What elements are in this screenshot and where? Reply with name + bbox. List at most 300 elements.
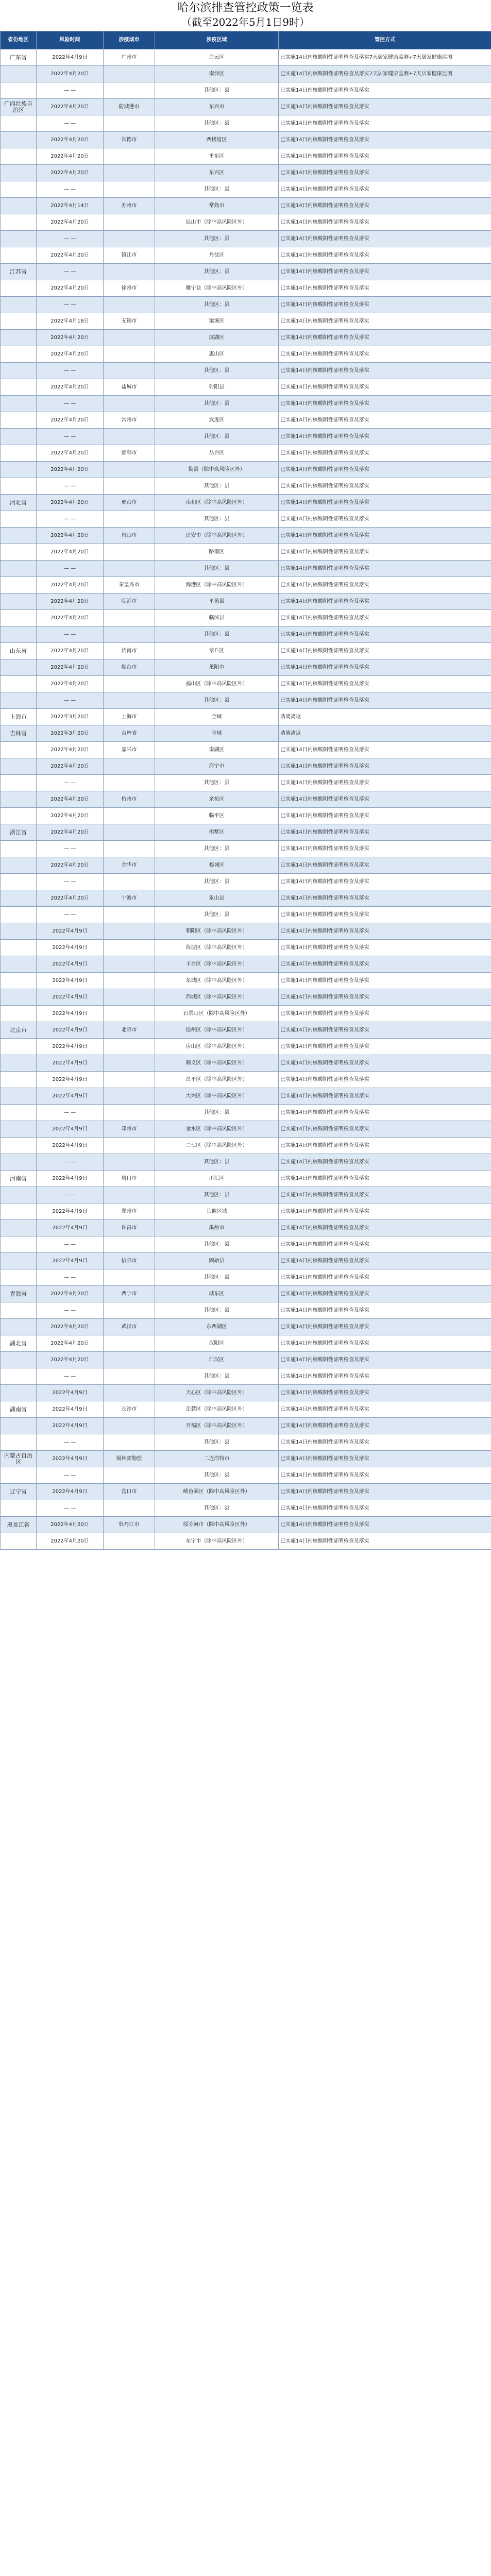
table-row <box>1 181 491 198</box>
cell-policy: 已实施14日内核酸阴性证明检查及落实 <box>279 1335 491 1352</box>
cell-province <box>1 989 37 1006</box>
cell-area: 东城区（除中高风险区外） <box>155 973 279 989</box>
cell-time: 2022年4月9日 <box>37 973 104 989</box>
table-row <box>1 1467 491 1484</box>
cell-time: — — <box>37 1302 104 1319</box>
cell-time: 2022年4月9日 <box>37 1171 104 1187</box>
cell-policy: 已实施14日内核酸阴性证明检查及落实 <box>279 1055 491 1072</box>
cell-policy: 劝离离返 <box>279 709 491 725</box>
cell-time: 2022年4月9日 <box>37 1055 104 1072</box>
cell-area: 其他区：县 <box>155 1236 279 1253</box>
cell-policy: 已实施14日内核酸阴性证明检查及落实7天居家健康监测+7天居家健康监测 <box>279 66 491 82</box>
cell-city <box>104 297 155 313</box>
cell-area: 临沭县 <box>155 610 279 626</box>
table-row <box>1 725 491 742</box>
table-row <box>1 989 491 1006</box>
cell-policy: 已实施14日内核酸阴性证明检查及落实 <box>279 758 491 775</box>
cell-province: 黑龙江省 <box>1 1517 37 1533</box>
cell-province: 河南省 <box>1 1171 37 1187</box>
cell-area: 昌平区（除中高风险区外） <box>155 1072 279 1088</box>
cell-time: — — <box>37 1467 104 1484</box>
table-row <box>1 1418 491 1434</box>
cell-policy: 已实施14日内核酸阴性证明检查及落实 <box>279 775 491 791</box>
cell-city <box>104 973 155 989</box>
cell-time: 2022年4月20日 <box>37 247 104 264</box>
cell-province: 湖南省 <box>1 1401 37 1418</box>
cell-time: 2022年4月9日 <box>37 1072 104 1088</box>
cell-province <box>1 1302 37 1319</box>
cell-area: 全域 <box>155 709 279 725</box>
cell-city <box>104 396 155 412</box>
table-row <box>1 1253 491 1269</box>
cell-policy: 已实施14日内核酸阴性证明检查及落实 <box>279 1022 491 1039</box>
cell-time: 2022年4月9日 <box>37 1418 104 1434</box>
cell-area: 其他区：县 <box>155 1302 279 1319</box>
cell-city <box>104 231 155 247</box>
cell-policy: 已实施14日内核酸阴性证明检查及落实 <box>279 1236 491 1253</box>
cell-area: 常熟市 <box>155 198 279 214</box>
cell-area: 通州区（除中高风险区外） <box>155 1022 279 1039</box>
table-row <box>1 808 491 824</box>
cell-province <box>1 1121 37 1138</box>
table-row <box>1 330 491 346</box>
table-row <box>1 1451 491 1467</box>
cell-city: 唐山市 <box>104 528 155 544</box>
cell-city: 镇江市 <box>104 247 155 264</box>
cell-policy: 已实施14日内核酸阴性证明检查及落实 <box>279 528 491 544</box>
cell-province <box>1 1319 37 1335</box>
cell-policy: 已实施14日内核酸阴性证明检查及落实 <box>279 445 491 462</box>
table-row <box>1 676 491 692</box>
cell-area: 魏县（除中高风险区外） <box>155 462 279 478</box>
table-row <box>1 1055 491 1072</box>
cell-time: 2022年4月20日 <box>37 148 104 165</box>
table-row <box>1 511 491 528</box>
header <box>0 0 491 31</box>
cell-policy: 已实施14日内核酸阴性证明检查及落实 <box>279 791 491 808</box>
cell-time: 2022年4月20日 <box>37 1517 104 1533</box>
cell-area: 海宁市 <box>155 758 279 775</box>
cell-area: 迁安市（除中高风险区外） <box>155 528 279 544</box>
cell-city <box>104 429 155 445</box>
cell-province <box>1 1039 37 1055</box>
cell-city: 郑州市 <box>104 1121 155 1138</box>
cell-province <box>1 412 37 429</box>
cell-time: 2022年4月9日 <box>37 1138 104 1154</box>
table-row <box>1 1269 491 1286</box>
cell-city: 信阳市 <box>104 1253 155 1269</box>
cell-area: 平邑县 <box>155 594 279 610</box>
cell-policy: 已实施14日内核酸阴性证明检查及落实 <box>279 1072 491 1088</box>
cell-time: 2022年4月9日 <box>37 1451 104 1467</box>
cell-time: 2022年3月20日 <box>37 725 104 742</box>
cell-policy: 已实施14日内核酸阴性证明检查及落实 <box>279 1187 491 1204</box>
table-row <box>1 923 491 940</box>
cell-time: 2022年4月20日 <box>37 445 104 462</box>
cell-city: 武汉市 <box>104 1319 155 1335</box>
cell-policy: 已实施14日内核酸阴性证明检查及落实 <box>279 1401 491 1418</box>
cell-city: 徐州市 <box>104 280 155 297</box>
cell-province <box>1 1072 37 1088</box>
cell-policy: 已实施14日内核酸阴性证明检查及落实 <box>279 330 491 346</box>
cell-time: — — <box>37 478 104 495</box>
cell-province <box>1 445 37 462</box>
table-row <box>1 544 491 561</box>
cell-policy: 已实施14日内核酸阴性证明检查及落实 <box>279 1484 491 1500</box>
cell-policy: 已实施14日内核酸阴性证明检查及落实 <box>279 214 491 231</box>
cell-policy: 已实施14日内核酸阴性证明检查及落实 <box>279 1171 491 1187</box>
cell-time: 2022年4月20日 <box>37 99 104 115</box>
table-row <box>1 874 491 890</box>
cell-time: — — <box>37 626 104 643</box>
cell-province <box>1 1088 37 1105</box>
cell-city <box>104 610 155 626</box>
cell-province <box>1 626 37 643</box>
cell-policy: 已实施14日内核酸阴性证明检查及落实 <box>279 313 491 330</box>
cell-area: 顺义区（除中高风险区外） <box>155 1055 279 1072</box>
table-row <box>1 1154 491 1171</box>
cell-time: 2022年4月9日 <box>37 1484 104 1500</box>
cell-province <box>1 907 37 923</box>
cell-area: 象山县 <box>155 890 279 907</box>
table-row <box>1 429 491 445</box>
cell-area: 婺城区 <box>155 857 279 874</box>
cell-area: 昆山市（除中高风险区外） <box>155 214 279 231</box>
cell-city: 秦皇岛市 <box>104 577 155 594</box>
cell-area: 鲅鱼圈区（除中高风险区外） <box>155 1484 279 1500</box>
cell-province: 上海市 <box>1 709 37 725</box>
cell-city: 临沂市 <box>104 594 155 610</box>
cell-province: 山东省 <box>1 643 37 659</box>
table-row <box>1 1105 491 1121</box>
cell-city: 郑州市 <box>104 1204 155 1220</box>
table-header-row <box>1 31 491 49</box>
cell-policy: 已实施14日内核酸阴性证明检查及落实 <box>279 923 491 940</box>
table-row <box>1 363 491 379</box>
cell-policy: 已实施14日内核酸阴性证明检查及落实 <box>279 1286 491 1302</box>
cell-province <box>1 132 37 148</box>
cell-area: 东兴市 <box>155 99 279 115</box>
cell-policy: 劝离离返 <box>279 725 491 742</box>
cell-time: 2022年4月9日 <box>37 1385 104 1401</box>
cell-area: 拱墅区 <box>155 824 279 841</box>
cell-province <box>1 1220 37 1236</box>
table-row <box>1 973 491 989</box>
cell-province <box>1 346 37 363</box>
cell-area: 其他区域 <box>155 1204 279 1220</box>
cell-policy: 已实施14日内核酸阴性证明检查及落实 <box>279 1039 491 1055</box>
cell-area: 朝阳区（除中高风险区外） <box>155 923 279 940</box>
cell-province <box>1 1236 37 1253</box>
table-row <box>1 49 491 66</box>
cell-time: — — <box>37 841 104 857</box>
table-row <box>1 1434 491 1451</box>
cell-area: 射阳县 <box>155 379 279 396</box>
cell-policy: 已实施14日内核酸阴性证明检查及落实 <box>279 1302 491 1319</box>
cell-policy: 已实施14日内核酸阴性证明检查及落实 <box>279 1368 491 1385</box>
cell-province: 河北省 <box>1 495 37 511</box>
table-row <box>1 462 491 478</box>
cell-city: 长沙市 <box>104 1401 155 1418</box>
cell-time: 2022年4月20日 <box>37 643 104 659</box>
cell-area: 其他区：县 <box>155 181 279 198</box>
cell-area: 其他区：县 <box>155 511 279 528</box>
cell-time: 2022年4月9日 <box>37 940 104 956</box>
cell-time: 2022年4月20日 <box>37 1319 104 1335</box>
cell-time: 2022年4月9日 <box>37 1006 104 1022</box>
cell-policy: 已实施14日内核酸阴性证明检查及落实 <box>279 626 491 643</box>
cell-province <box>1 115 37 132</box>
cell-area: 滨湖区 <box>155 330 279 346</box>
table-row <box>1 297 491 313</box>
cell-province <box>1 857 37 874</box>
cell-province: 广东省 <box>1 49 37 66</box>
cell-area: 其他区：县 <box>155 561 279 577</box>
cell-policy: 已实施14日内核酸阴性证明检查及落实 <box>279 1269 491 1286</box>
page-title: 哈尔滨排查管控政策一览表 <box>177 2 314 14</box>
cell-policy: 已实施14日内核酸阴性证明检查及落实 <box>279 659 491 676</box>
cell-policy: 已实施14日内核酸阴性证明检查及落实 <box>279 396 491 412</box>
cell-policy: 已实施14日内核酸阴性证明检查及落实 <box>279 1088 491 1105</box>
cell-province: 青海省 <box>1 1286 37 1302</box>
cell-policy: 已实施14日内核酸阴性证明检查及落实 <box>279 907 491 923</box>
cell-city: 烟台市 <box>104 659 155 676</box>
cell-city <box>104 1269 155 1286</box>
table-row <box>1 1335 491 1352</box>
cell-area: 房山区（除中高风险区外） <box>155 1039 279 1055</box>
table-row <box>1 231 491 247</box>
cell-time: 2022年4月20日 <box>37 676 104 692</box>
cell-city <box>104 940 155 956</box>
cell-city <box>104 874 155 890</box>
table-row <box>1 1171 491 1187</box>
table-row <box>1 528 491 544</box>
cell-time: 2022年4月20日 <box>37 1352 104 1368</box>
cell-province <box>1 610 37 626</box>
cell-time: 2022年4月20日 <box>37 1533 104 1550</box>
cell-area: 其他区：县 <box>155 363 279 379</box>
cell-city <box>104 1368 155 1385</box>
cell-province: 江苏省 <box>1 264 37 280</box>
cell-area: 江汉区 <box>155 1352 279 1368</box>
table-row <box>1 165 491 181</box>
cell-time: — — <box>37 1434 104 1451</box>
cell-city <box>104 808 155 824</box>
cell-area: 其他区：县 <box>155 396 279 412</box>
cell-policy: 已实施14日内核酸阴性证明检查及落实 <box>279 280 491 297</box>
cell-province <box>1 940 37 956</box>
table-row <box>1 99 491 115</box>
cell-area: 其他区：县 <box>155 626 279 643</box>
cell-policy: 已实施14日内核酸阴性证明检查及落实 <box>279 890 491 907</box>
cell-policy: 已实施14日内核酸阴性证明检查及落实 <box>279 594 491 610</box>
cell-area: 其他区：县 <box>155 115 279 132</box>
cell-time: 2022年4月20日 <box>37 758 104 775</box>
column-header-time: 风险时间 <box>37 31 104 49</box>
cell-policy: 已实施14日内核酸阴性证明检查及落实 <box>279 1467 491 1484</box>
cell-city <box>104 1302 155 1319</box>
cell-city: 邢台市 <box>104 495 155 511</box>
cell-city: 西宁市 <box>104 1286 155 1302</box>
table-row <box>1 758 491 775</box>
cell-area: 其他区：县 <box>155 1434 279 1451</box>
cell-area: 其他区：县 <box>155 1154 279 1171</box>
cell-time: — — <box>37 874 104 890</box>
cell-time: — — <box>37 1236 104 1253</box>
table-row <box>1 1401 491 1418</box>
cell-city <box>104 330 155 346</box>
cell-city <box>104 115 155 132</box>
cell-policy: 已实施14日内核酸阴性证明检查及落实 <box>279 643 491 659</box>
cell-time: 2022年4月20日 <box>37 495 104 511</box>
cell-policy: 已实施14日内核酸阴性证明检查及落实 <box>279 264 491 280</box>
table-row <box>1 1500 491 1517</box>
cell-policy: 已实施14日内核酸阴性证明检查及落实 <box>279 99 491 115</box>
cell-city <box>104 907 155 923</box>
cell-time: 2022年4月20日 <box>37 659 104 676</box>
table-row <box>1 1484 491 1500</box>
cell-time: 2022年4月9日 <box>37 1121 104 1138</box>
cell-city <box>104 181 155 198</box>
cell-city: 上海市 <box>104 709 155 725</box>
table-row <box>1 313 491 330</box>
cell-policy: 已实施14日内核酸阴性证明检查及落实 <box>279 989 491 1006</box>
cell-area: 其他区：县 <box>155 692 279 709</box>
cell-policy: 已实施14日内核酸阴性证明检查及落实 <box>279 857 491 874</box>
cell-city <box>104 956 155 973</box>
cell-time: 2022年4月9日 <box>37 1220 104 1236</box>
cell-province: 北京市 <box>1 1022 37 1039</box>
cell-time: — — <box>37 181 104 198</box>
cell-area: 武进区 <box>155 412 279 429</box>
cell-time: 2022年4月9日 <box>37 1253 104 1269</box>
cell-policy: 已实施14日内核酸阴性证明检查及落实 <box>279 115 491 132</box>
cell-province <box>1 181 37 198</box>
cell-time: 2022年4月20日 <box>37 1335 104 1352</box>
cell-area: 南沙区 <box>155 66 279 82</box>
cell-area: 海淀区（除中高风险区外） <box>155 940 279 956</box>
table-row <box>1 709 491 725</box>
cell-time: 2022年4月20日 <box>37 346 104 363</box>
cell-time: 2022年4月9日 <box>37 49 104 66</box>
cell-area: 西楼道区 <box>155 132 279 148</box>
cell-city: 牡丹江市 <box>104 1517 155 1533</box>
cell-city <box>104 1105 155 1121</box>
cell-area: 东西湖区 <box>155 1319 279 1335</box>
cell-province <box>1 594 37 610</box>
cell-policy: 已实施14日内核酸阴性证明检查及落实 <box>279 1121 491 1138</box>
cell-area: 平东区 <box>155 148 279 165</box>
cell-area: 东兴区 <box>155 165 279 181</box>
cell-area: 其他区：县 <box>155 478 279 495</box>
cell-province <box>1 577 37 594</box>
cell-time: 2022年4月20日 <box>37 594 104 610</box>
cell-policy: 已实施14日内核酸阴性证明检查及落实 <box>279 231 491 247</box>
table-row <box>1 1204 491 1220</box>
cell-city <box>104 1335 155 1352</box>
cell-time: 2022年4月9日 <box>37 989 104 1006</box>
cell-province <box>1 165 37 181</box>
cell-city <box>104 363 155 379</box>
cell-policy: 已实施14日内核酸阴性证明检查及落实 <box>279 1533 491 1550</box>
cell-province <box>1 1204 37 1220</box>
cell-area: 其他区：县 <box>155 82 279 99</box>
table-row <box>1 1319 491 1335</box>
cell-province <box>1 561 37 577</box>
cell-time: 2022年4月20日 <box>37 214 104 231</box>
table-row <box>1 1187 491 1204</box>
cell-policy: 已实施14日内核酸阴性证明检查及落实 <box>279 1385 491 1401</box>
cell-province <box>1 396 37 412</box>
policy-table <box>0 31 491 1550</box>
table-row <box>1 956 491 973</box>
cell-province <box>1 676 37 692</box>
cell-city <box>104 775 155 791</box>
column-header-policy: 管控方式 <box>279 31 491 49</box>
cell-city <box>104 346 155 363</box>
cell-area: 二七区（除中高风险区外） <box>155 1138 279 1154</box>
cell-city <box>104 544 155 561</box>
cell-policy: 已实施14日内核酸阴性证明检查及落实 <box>279 379 491 396</box>
cell-city <box>104 989 155 1006</box>
table-row <box>1 478 491 495</box>
cell-time: — — <box>37 775 104 791</box>
cell-policy: 已实施14日内核酸阴性证明检查及落实 <box>279 1319 491 1335</box>
cell-policy: 已实施14日内核酸阴性证明检查及落实 <box>279 1204 491 1220</box>
table-row <box>1 775 491 791</box>
table-row <box>1 1352 491 1368</box>
cell-time: — — <box>37 231 104 247</box>
table-row <box>1 247 491 264</box>
cell-area: 其他区：县 <box>155 841 279 857</box>
table-row <box>1 1022 491 1039</box>
cell-city <box>104 214 155 231</box>
cell-city <box>104 1385 155 1401</box>
cell-city <box>104 676 155 692</box>
cell-city: 防城港市 <box>104 99 155 115</box>
cell-city <box>104 1072 155 1088</box>
cell-province <box>1 231 37 247</box>
cell-province <box>1 841 37 857</box>
cell-province <box>1 1500 37 1517</box>
cell-city <box>104 923 155 940</box>
cell-city <box>104 1039 155 1055</box>
table-body <box>1 49 491 1550</box>
cell-city <box>104 1500 155 1517</box>
cell-province <box>1 363 37 379</box>
table-row <box>1 198 491 214</box>
cell-province <box>1 1434 37 1451</box>
cell-area: 海港区（除中高风险区外） <box>155 577 279 594</box>
table-row <box>1 626 491 643</box>
cell-policy: 已实施14日内核酸阴性证明检查及落实 <box>279 247 491 264</box>
cell-area: 天心区（除中高风险区外） <box>155 1385 279 1401</box>
table-row <box>1 280 491 297</box>
cell-policy: 已实施14日内核酸阴性证明检查及落实 <box>279 1105 491 1121</box>
cell-policy: 已实施14日内核酸阴性证明检查及落实 <box>279 577 491 594</box>
cell-policy: 已实施14日内核酸阴性证明检查及落实 <box>279 429 491 445</box>
table-row <box>1 379 491 396</box>
cell-province <box>1 742 37 758</box>
cell-time: — — <box>37 264 104 280</box>
cell-policy: 已实施14日内核酸阴性证明检查及落实 <box>279 363 491 379</box>
cell-province: 湖北省 <box>1 1335 37 1352</box>
cell-city: 吉林省 <box>104 725 155 742</box>
cell-time: 2022年4月20日 <box>37 132 104 148</box>
cell-province <box>1 1006 37 1022</box>
cell-area: 其他区：县 <box>155 1467 279 1484</box>
cell-province <box>1 280 37 297</box>
